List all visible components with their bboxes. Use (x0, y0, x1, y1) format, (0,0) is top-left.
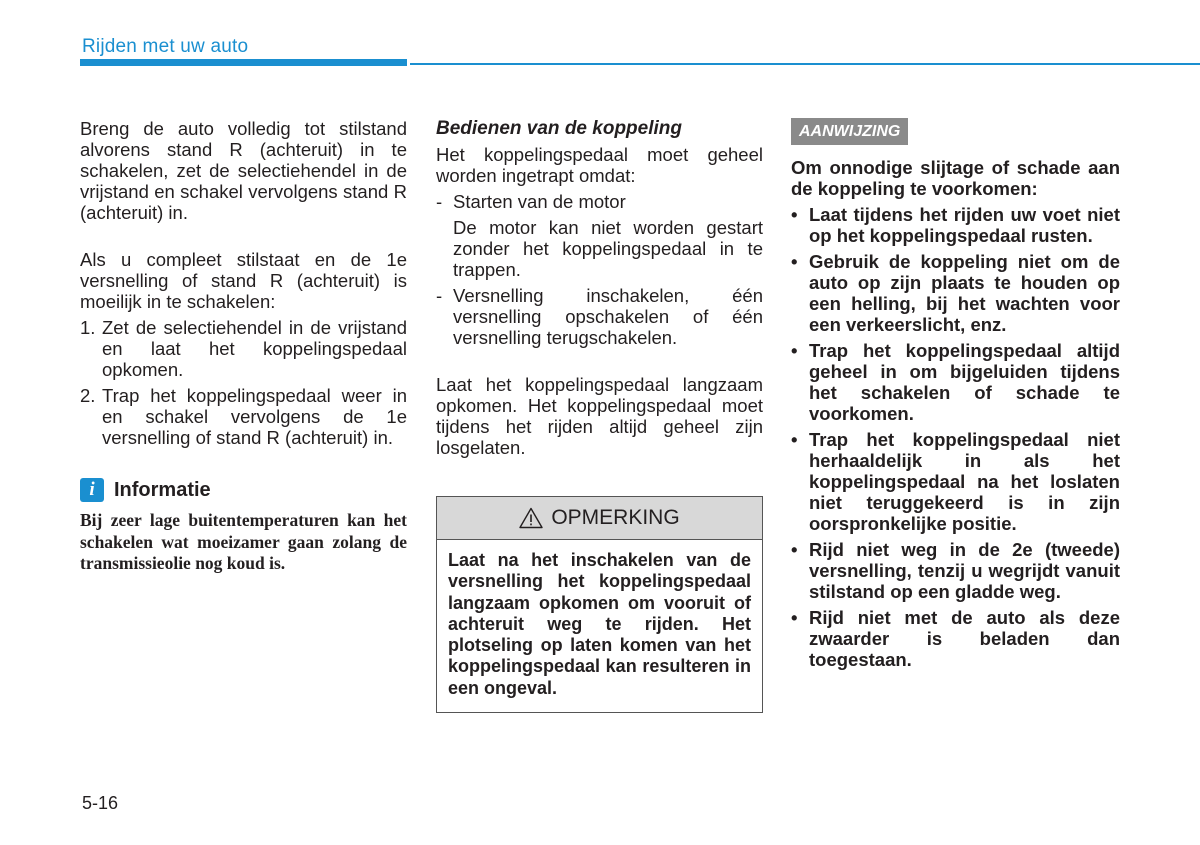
list-item (791, 204, 1120, 246)
list-number: 2. (80, 385, 96, 406)
warning-text: Laat na het inschakelen van de versnelling het koppelingspedaal langzaam opkomen om vooruit of achteruit weg te rijden. Het plotseling op laten komen van het koppelingspedaal kan resulteren in een ongeval. (448, 550, 751, 698)
bullet-mark: • (791, 204, 798, 225)
warning-triangle-icon (519, 507, 543, 529)
list-text: Rijd niet weg in de 2e (tweede) versnelling, tenzij u wegrijdt vanuit stilstand op een gladde weg. (809, 539, 1120, 602)
paragraph: Het koppelingspedaal moet geheel worden ingetrapt omdat: (436, 144, 763, 186)
column-right (791, 118, 1120, 675)
header-rule-thin (410, 63, 1200, 65)
info-title: Informatie (114, 478, 211, 501)
list-subtext: De motor kan niet worden gestart zonder het koppelingspedaal in te trappen. (453, 217, 763, 280)
note-tag: AANWIJZING (791, 118, 908, 145)
list-item (436, 285, 763, 348)
list-number: 1. (80, 317, 96, 338)
header-rule-thick (80, 59, 407, 66)
info-icon: i (80, 478, 104, 502)
list-item (791, 340, 1120, 424)
list-item (791, 429, 1120, 534)
note-intro: Om onnodige slijtage of schade aan de koppeling te voorkomen: (791, 157, 1120, 199)
list-text: Gebruik de koppeling niet om de auto op zijn plaats te houden op een helling, bij het wachten voor een verkeerslicht, enz. (809, 251, 1120, 335)
info-text: Bij zeer lage buitentemperaturen kan het schakelen wat moeizamer gaan zolang de transmissieolie nog koud is. (80, 510, 407, 573)
list-dash: - (436, 191, 443, 212)
section-heading: Bedienen van de koppeling (436, 118, 682, 139)
list-item (80, 385, 407, 448)
list-text: Starten van de motor (453, 191, 626, 212)
bullet-mark: • (791, 539, 798, 560)
warning-header (437, 497, 762, 540)
bullet-mark: • (791, 251, 798, 272)
list-item (791, 607, 1120, 670)
list-text: Trap het koppelingspedaal weer in en schakel vervolgens de 1e versnelling of stand R (achteruit) in. (102, 385, 407, 448)
list-text: Rijd niet met de auto als deze zwaarder is beladen dan toegestaan. (809, 607, 1120, 670)
list-text: Trap het koppelingspedaal niet herhaaldelijk in als het koppelingspedaal na het loslaten niet teruggekeerd is in zijn oorspronkelijke positie. (809, 429, 1120, 534)
paragraph: Breng de auto volledig tot stilstand alvorens stand R (achteruit) in te schakelen, zet de selectiehendel in de vrijstand en schakel vervolgens stand R (achteruit) in. (80, 118, 407, 223)
paragraph: Laat het koppelingspedaal langzaam opkomen. Het koppelingspedaal moet tijdens het rijden altijd geheel zijn losgelaten. (436, 374, 763, 458)
bullet-mark: • (791, 340, 798, 361)
bullet-mark: • (791, 429, 798, 450)
info-heading (80, 478, 407, 502)
list-item (436, 191, 763, 212)
list-text: Zet de selectiehendel in de vrijstand en laat het koppelingspedaal opkomen. (102, 317, 407, 380)
list-dash: - (436, 285, 443, 306)
warning-box (436, 496, 763, 713)
bullet-mark: • (791, 607, 798, 628)
list-item (791, 251, 1120, 335)
column-middle (436, 118, 763, 458)
list-text: Versnelling inschakelen, één versnelling opschakelen of één versnelling terugschakelen. (453, 285, 763, 348)
paragraph: Als u compleet stilstaat en de 1e versnelling of stand R (achteruit) is moeilijk in te schakelen: (80, 249, 407, 312)
list-item (80, 317, 407, 380)
note-bullets (791, 204, 1120, 670)
list-text: Trap het koppelingspedaal altijd geheel in om bijgeluiden tijdens het schakelen of schade te voorkomen. (809, 340, 1120, 424)
column-left (80, 118, 407, 575)
list-item (791, 539, 1120, 602)
header-title: Rijden met uw auto (82, 36, 249, 57)
warning-title: OPMERKING (551, 506, 680, 529)
list-text: Laat tijdens het rijden uw voet niet op het koppelingspedaal rusten. (809, 204, 1120, 246)
page-number: 5-16 (82, 793, 119, 813)
